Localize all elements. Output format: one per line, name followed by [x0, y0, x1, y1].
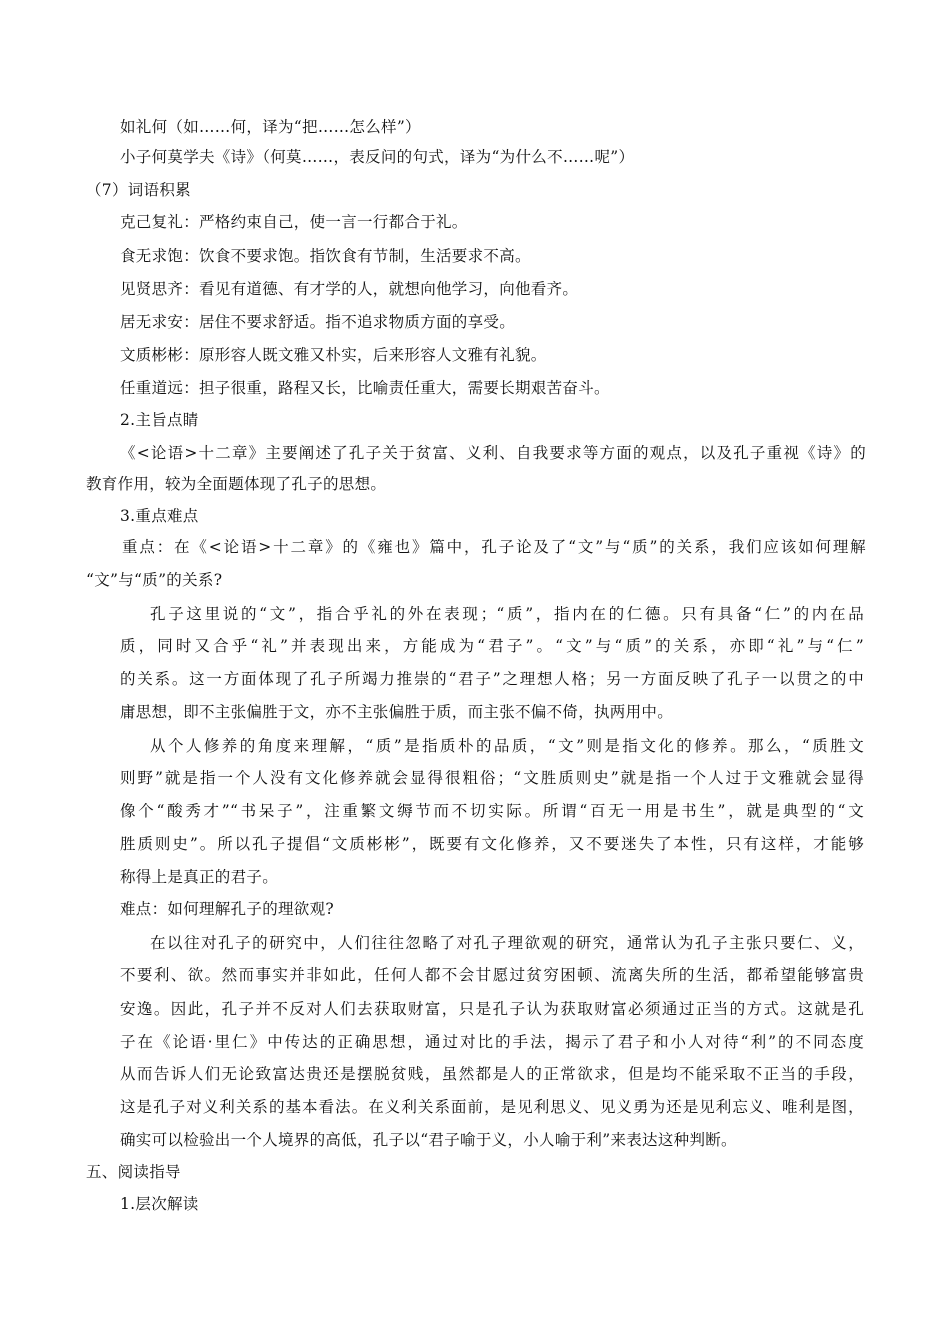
section-heading: 3.重点难点: [120, 507, 199, 525]
text-line: 任重道远：担子很重，路程又长，比喻责任重大，需要长期艰苦奋斗。: [120, 379, 610, 397]
text-line: 小子何莫学夫《诗》（何莫……，表反问的句式，译为“为什么不……呢”）: [120, 148, 635, 166]
text-line: 像个“酸秀才”“书呆子”，注重繁文缛节而不切实际。所谓“百无一用是书生”，就是典型的“文: [120, 802, 864, 820]
text-line: 教育作用，较为全面题体现了孔子的思想。: [86, 475, 387, 493]
text-line: 从而告诉人们无论致富达贵还是摆脱贫贱，虽然都是人的正常欲求，但是均不能采取不正当的手段，: [120, 1065, 864, 1083]
text-line: 难点：如何理解孔子的理欲观?: [120, 900, 335, 918]
text-line: 胜质则史”。所以孔子提倡“文质彬彬”，既要有文化修养，又不要迷失了本性，只有这样，才能够: [120, 835, 864, 853]
text-line: 的关系。这一方面体现了孔子所竭力推崇的“君子”之理想人格；另一方面反映了孔子一以贯之的中: [120, 670, 864, 688]
text-line: 这是孔子对义利关系的基本看法。在义利关系面前，是见利思义、见义勇为还是见利忘义、唯利是图，: [120, 1098, 864, 1116]
text-line: 见贤思齐：看见有道德、有才学的人，就想向他学习，向他看齐。: [120, 280, 579, 298]
text-line: “文”与“质”的关系?: [86, 571, 223, 589]
section-heading: （7）词语积累: [86, 181, 191, 199]
text-line: 则野”就是指一个人没有文化修养就会显得很粗俗；“文胜质则史”就是指一个人过于文雅就会显得: [120, 769, 864, 787]
text-line: 子在《论语·里仁》中传达的正确思想，通过对比的手法，揭示了君子和小人对待“利”的不同态度: [120, 1033, 864, 1051]
text-line: 在以往对孔子的研究中，人们往往忽略了对孔子理欲观的研究，通常认为孔子主张只要仁、义，: [150, 934, 864, 952]
text-line: 不要利、欲。然而事实并非如此，任何人都不会甘愿过贫穷困顿、流离失所的生活，都希望能够富贵: [120, 966, 864, 984]
text-line: 质，同时又合乎“礼”并表现出来，方能成为“君子”。“文”与“质”的关系，亦即“礼”与“仁”: [120, 637, 864, 655]
section-heading: 1.层次解读: [120, 1195, 199, 1213]
section-heading: 五、阅读指导: [86, 1163, 181, 1181]
text-line: 庸思想，即不主张偏胜于文，亦不主张偏胜于质，而主张不偏不倚，执两用中。: [120, 703, 674, 721]
text-line: 文质彬彬：原形容人既文雅又朴实，后来形容人文雅有礼貌。: [120, 346, 547, 364]
text-line: 如礼何（如……何，译为“把……怎么样”）: [120, 118, 421, 136]
text-line: 安逸。因此，孔子并不反对人们去获取财富，只是孔子认为获取财富必须通过正当的方式。这就是孔: [120, 1000, 864, 1018]
text-line: 从个人修养的角度来理解，“质”是指质朴的品质，“文”则是指文化的修养。那么，“质胜文: [150, 737, 864, 755]
text-line: 《<论语>十二章》主要阐述了孔子关于贫富、义利、自我要求等方面的观点，以及孔子重视《诗》的: [120, 444, 866, 462]
text-line: 克己复礼：严格约束自己，使一言一行都合于礼。: [120, 213, 468, 231]
text-line: 重点：在《<论语>十二章》的《雍也》篇中，孔子论及了“文”与“质”的关系，我们应该如何理解: [122, 538, 866, 556]
text-line: 食无求饱：饮食不要求饱。指饮食有节制，生活要求不高。: [120, 247, 531, 265]
section-heading: 2.主旨点睛: [120, 411, 199, 429]
text-line: 孔子这里说的“文”，指合乎礼的外在表现；“质”，指内在的仁德。只有具备“仁”的内在品: [150, 605, 864, 623]
text-line: 居无求安：居住不要求舒适。指不追求物质方面的享受。: [120, 313, 516, 331]
text-line: 确实可以检验出一个人境界的高低，孔子以“君子喻于义，小人喻于利”来表达这种判断。: [120, 1131, 737, 1149]
text-line: 称得上是真正的君子。: [120, 868, 279, 886]
